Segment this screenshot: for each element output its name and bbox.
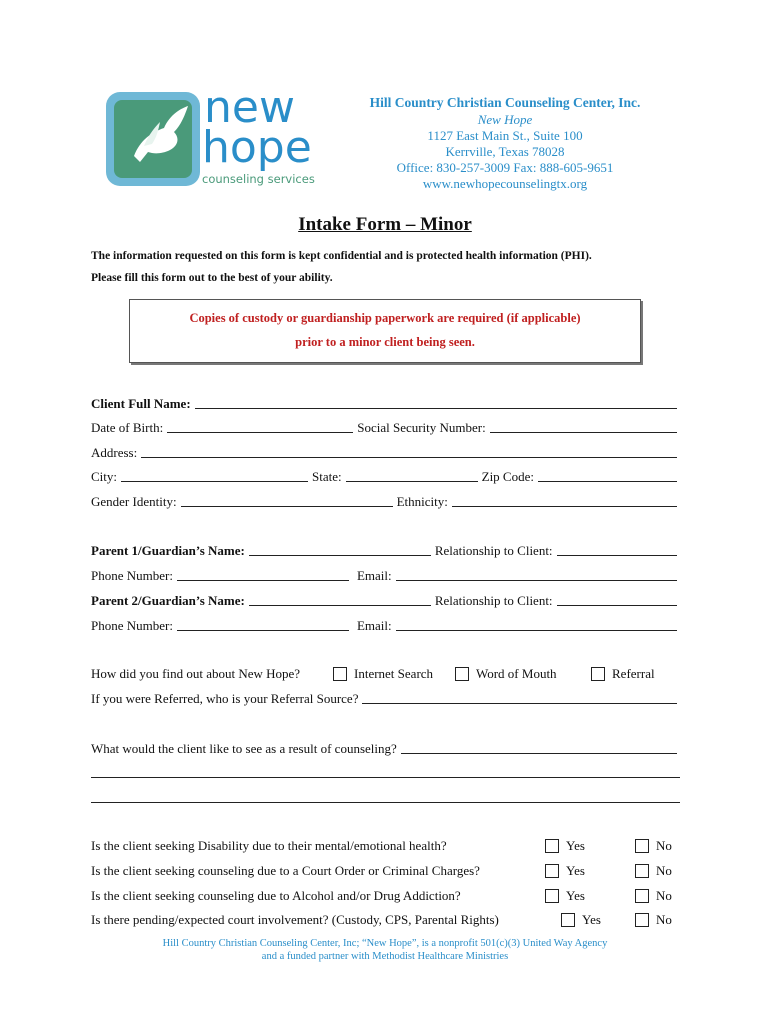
court-order-no-label: No bbox=[656, 863, 672, 878]
fill-instructions: Please fill this form out to the best of your ability. bbox=[91, 272, 333, 284]
parent1-contact-row bbox=[91, 566, 681, 584]
referral-source-field[interactable] bbox=[362, 691, 677, 704]
gender-field[interactable] bbox=[181, 494, 393, 507]
confidentiality-notice: The information requested on this form is kept confidential and is protected health information (PHI). bbox=[91, 250, 592, 262]
gender-ethnicity-row bbox=[91, 492, 681, 510]
dob-ssn-row bbox=[91, 418, 681, 436]
disability-yes-checkbox[interactable] bbox=[545, 839, 559, 853]
addiction-no-checkbox[interactable] bbox=[635, 889, 649, 903]
referral-question-label: How did you find out about New Hope? bbox=[91, 666, 301, 681]
disability-question: Is the client seeking Disability due to their mental/emotional health? bbox=[91, 838, 447, 853]
court-order-question: Is the client seeking counseling due to a Court Order or Criminal Charges? bbox=[91, 863, 480, 878]
custody-notice-box bbox=[129, 299, 641, 363]
ssn-label: Social Security Number: bbox=[357, 420, 486, 435]
disability-no-checkbox[interactable] bbox=[635, 839, 649, 853]
referral-source-label: If you were Referred, who is your Referral Source? bbox=[91, 691, 359, 706]
client-name-row bbox=[91, 394, 681, 412]
internet-search-checkbox[interactable] bbox=[333, 667, 347, 681]
parent2-relationship-label: Relationship to Client: bbox=[434, 593, 553, 608]
client-name-field[interactable] bbox=[195, 396, 677, 409]
addiction-no-label: No bbox=[656, 888, 672, 903]
logo-word-new: new bbox=[204, 82, 295, 133]
referral-option-label: Referral bbox=[612, 666, 655, 681]
parent1-phone-field[interactable] bbox=[177, 568, 349, 581]
parent2-email-label: Email: bbox=[356, 618, 392, 633]
disability-yes-label: Yes bbox=[566, 838, 585, 853]
referral-source-row bbox=[91, 689, 681, 707]
parent2-email-field[interactable] bbox=[396, 618, 677, 631]
parent1-row bbox=[91, 541, 681, 559]
org-phone: Office: 830-257-3009 Fax: 888-605-9651 bbox=[396, 160, 614, 175]
parent2-relationship-field[interactable] bbox=[557, 593, 677, 606]
state-label: State: bbox=[312, 469, 342, 484]
parent2-row bbox=[91, 591, 681, 609]
address-field[interactable] bbox=[141, 445, 677, 458]
addiction-question: Is the client seeking counseling due to Alcohol and/or Drug Addiction? bbox=[91, 888, 461, 903]
logo-tagline: counseling services bbox=[202, 172, 315, 186]
goals-field-line2[interactable] bbox=[91, 777, 680, 778]
org-city: Kerrville, Texas 78028 bbox=[445, 144, 565, 159]
ethnicity-label: Ethnicity: bbox=[396, 494, 448, 509]
city-label: City: bbox=[91, 469, 118, 484]
city-field[interactable] bbox=[121, 469, 308, 482]
goals-row bbox=[91, 739, 681, 757]
parent1-relationship-field[interactable] bbox=[557, 543, 677, 556]
word-of-mouth-checkbox[interactable] bbox=[455, 667, 469, 681]
court-involvement-question: Is there pending/expected court involvement? (Custody, CPS, Parental Rights) bbox=[91, 912, 499, 927]
zip-label: Zip Code: bbox=[481, 469, 534, 484]
parent1-label: Parent 1/Guardian’s Name: bbox=[91, 543, 245, 558]
court-involvement-no-checkbox[interactable] bbox=[635, 913, 649, 927]
court-order-yes-checkbox[interactable] bbox=[545, 864, 559, 878]
parent2-label: Parent 2/Guardian’s Name: bbox=[91, 593, 245, 608]
parent2-phone-label: Phone Number: bbox=[91, 618, 173, 633]
footer-line1: Hill Country Christian Counseling Center, Inc; “New Hope”, is a nonprofit 501(c)(3) United Way Agency bbox=[162, 938, 608, 949]
ssn-field[interactable] bbox=[490, 420, 677, 433]
court-involvement-no-label: No bbox=[656, 912, 672, 927]
disability-no-label: No bbox=[656, 838, 672, 853]
city-state-zip-row bbox=[91, 467, 681, 485]
dob-label: Date of Birth: bbox=[91, 420, 164, 435]
word-of-mouth-label: Word of Mouth bbox=[476, 666, 557, 681]
footer-line2: and a funded partner with Methodist Healthcare Ministries bbox=[261, 951, 509, 962]
goals-field[interactable] bbox=[401, 741, 677, 754]
court-involvement-yes-label: Yes bbox=[582, 912, 601, 927]
address-row bbox=[91, 443, 681, 461]
org-name: Hill Country Christian Counseling Center, Inc. bbox=[369, 95, 641, 110]
custody-notice-line1: Copies of custody or guardianship paperwork are required (if applicable) bbox=[189, 311, 581, 325]
ethnicity-field[interactable] bbox=[452, 494, 677, 507]
court-involvement-yes-checkbox[interactable] bbox=[561, 913, 575, 927]
referral-checkbox[interactable] bbox=[591, 667, 605, 681]
parent1-email-field[interactable] bbox=[396, 568, 677, 581]
addiction-yes-label: Yes bbox=[566, 888, 585, 903]
logo-word-hope: hope bbox=[202, 122, 312, 173]
address-label: Address: bbox=[91, 445, 138, 460]
parent2-contact-row bbox=[91, 616, 681, 634]
new-hope-logo bbox=[104, 82, 320, 192]
internet-search-label: Internet Search bbox=[354, 666, 434, 681]
parent2-name-field[interactable] bbox=[249, 593, 431, 606]
court-order-yes-label: Yes bbox=[566, 863, 585, 878]
org-website[interactable]: www.newhopecounselingtx.org bbox=[422, 176, 588, 191]
parent1-email-label: Email: bbox=[356, 568, 392, 583]
dob-field[interactable] bbox=[167, 420, 353, 433]
custody-notice-line2: prior to a minor client being seen. bbox=[295, 335, 475, 349]
gender-label: Gender Identity: bbox=[91, 494, 177, 509]
zip-field[interactable] bbox=[538, 469, 677, 482]
form-title: Intake Form – Minor bbox=[298, 214, 472, 235]
parent2-phone-field[interactable] bbox=[177, 618, 349, 631]
parent1-relationship-label: Relationship to Client: bbox=[434, 543, 553, 558]
org-brand: New Hope bbox=[477, 112, 533, 127]
state-field[interactable] bbox=[346, 469, 478, 482]
addiction-yes-checkbox[interactable] bbox=[545, 889, 559, 903]
referral-question bbox=[91, 666, 300, 682]
goals-label: What would the client like to see as a result of counseling? bbox=[91, 741, 397, 756]
client-name-label: Client Full Name: bbox=[91, 396, 191, 411]
court-order-no-checkbox[interactable] bbox=[635, 864, 649, 878]
parent1-name-field[interactable] bbox=[249, 543, 431, 556]
goals-field-line3[interactable] bbox=[91, 802, 680, 803]
org-street: 1127 East Main St., Suite 100 bbox=[427, 128, 583, 143]
parent1-phone-label: Phone Number: bbox=[91, 568, 173, 583]
